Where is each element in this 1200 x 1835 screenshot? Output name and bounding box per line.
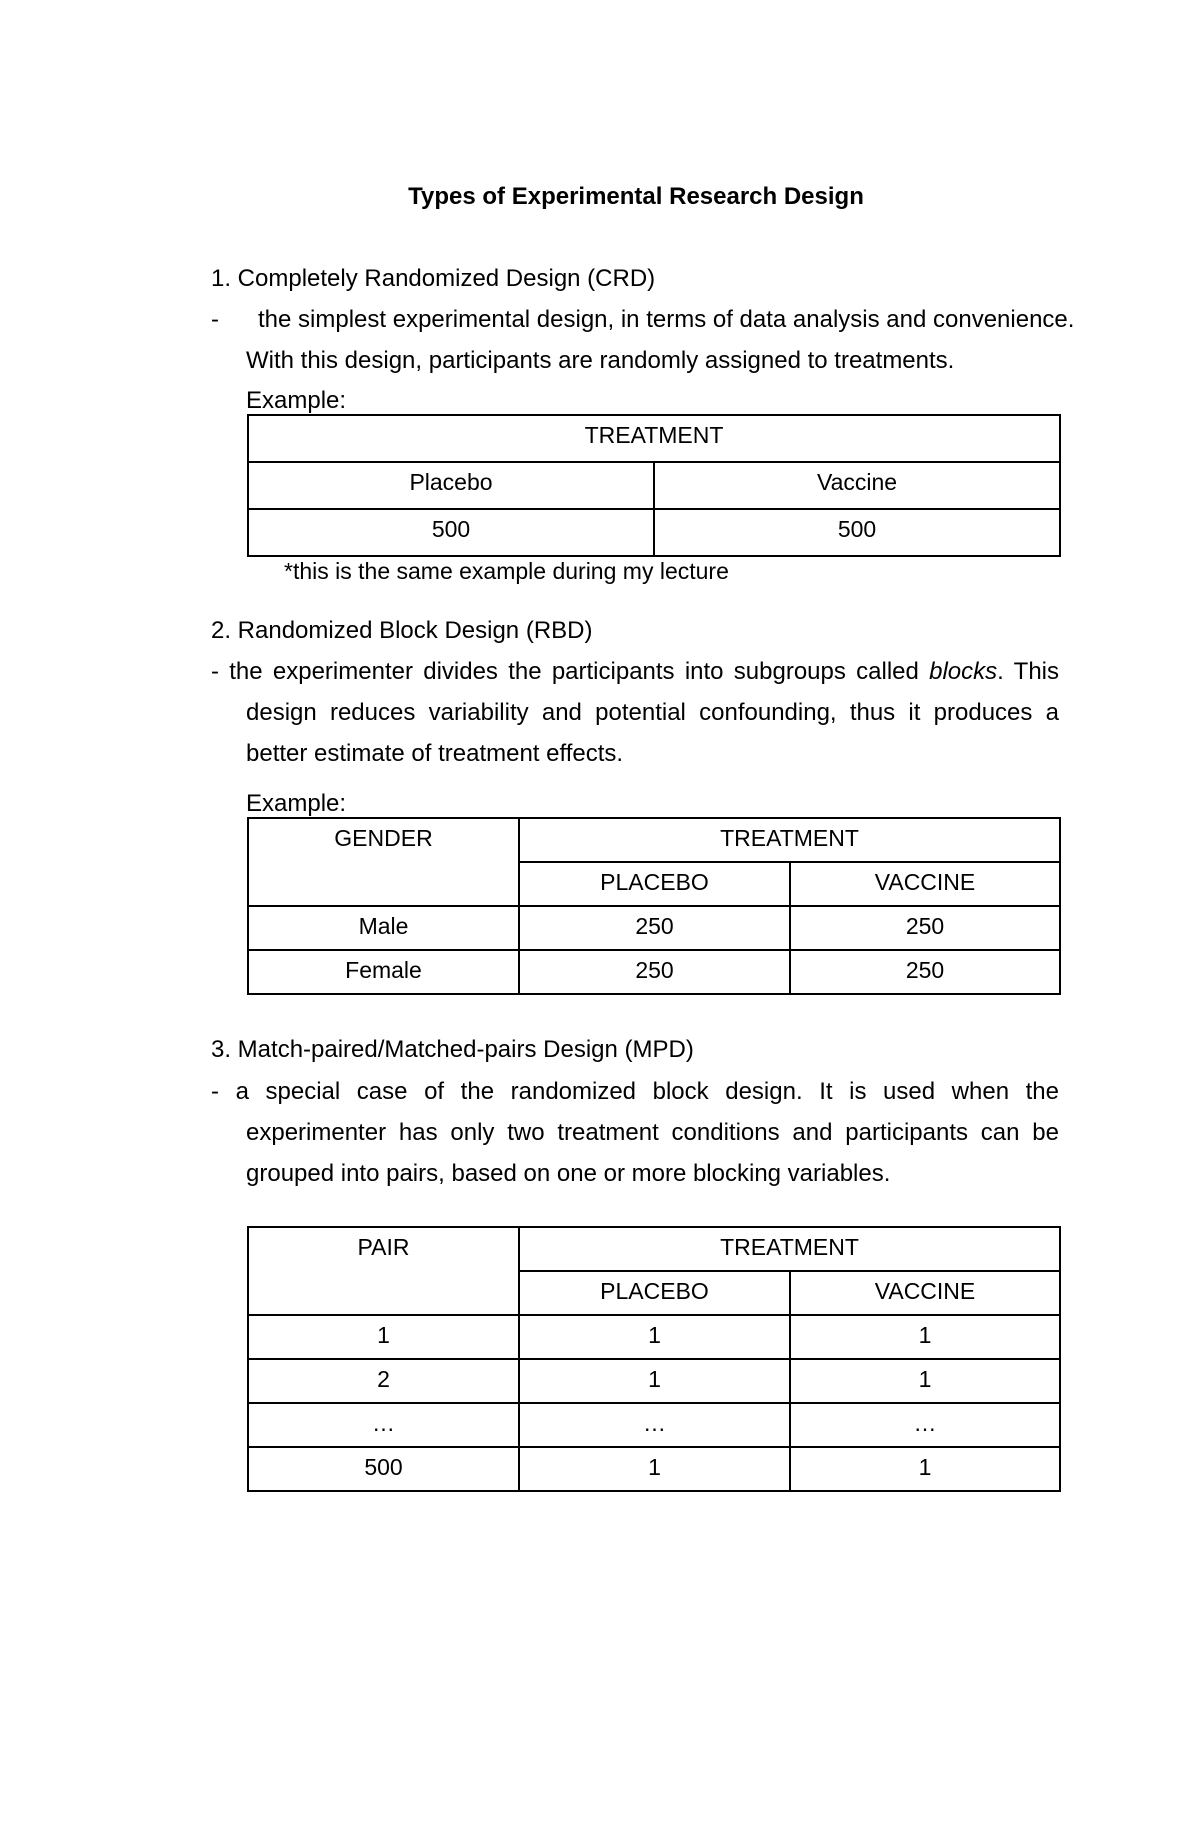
section1-line1: the simplest experimental design, in terms of data analysis and convenience. <box>258 306 1075 333</box>
table-row <box>248 1447 1060 1491</box>
table-row <box>248 906 1060 950</box>
section2-text-end: . This design reduces variability and potential confounding, thus it produces a better estimate of treatment effects. <box>246 658 1059 767</box>
rbd-cell-placebo: 250 <box>519 950 790 994</box>
rbd-cell-vaccine: 250 <box>790 906 1060 950</box>
rbd-row-label: Male <box>248 906 519 950</box>
mpd-cell-vaccine: 1 <box>790 1315 1060 1359</box>
section3-paragraph: - a special case of the randomized block design. It is used when the experimenter has only two treatment conditions and participants can be grouped into pairs, based on one or more blocking variables. <box>211 1078 1059 1187</box>
mpd-pair-header: PAIR <box>248 1227 519 1315</box>
mpd-table <box>247 1226 1061 1492</box>
crd-col-placebo: Placebo <box>248 462 654 509</box>
rbd-col-placebo: PLACEBO <box>519 862 790 906</box>
mpd-header-row <box>248 1227 1060 1271</box>
mpd-row-label: 500 <box>248 1447 519 1491</box>
crd-columns-row <box>248 462 1060 509</box>
mpd-cell-placebo: 1 <box>519 1447 790 1491</box>
rbd-cell-placebo: 250 <box>519 906 790 950</box>
section2-text-start: - the experimenter divides the participants into subgroups called <box>211 658 930 685</box>
section2-example-label: Example: <box>246 790 347 817</box>
rbd-cell-vaccine: 250 <box>790 950 1060 994</box>
rbd-col-vaccine: VACCINE <box>790 862 1060 906</box>
rbd-row-label: Female <box>248 950 519 994</box>
mpd-col-vaccine: VACCINE <box>790 1271 1060 1315</box>
rbd-header-row <box>248 818 1060 862</box>
mpd-cell-placebo: … <box>519 1403 790 1447</box>
mpd-row-label: 2 <box>248 1359 519 1403</box>
section1-example-label: Example: <box>246 387 347 414</box>
mpd-cell-placebo: 1 <box>519 1315 790 1359</box>
crd-value-vaccine: 500 <box>654 509 1060 556</box>
mpd-cell-vaccine: 1 <box>790 1359 1060 1403</box>
mpd-cell-vaccine: 1 <box>790 1447 1060 1491</box>
mpd-treatment-header: TREATMENT <box>519 1227 1060 1271</box>
page-title: Types of Experimental Research Design <box>408 183 864 210</box>
section2-paragraph <box>211 651 1059 774</box>
crd-table <box>247 414 1061 557</box>
crd-col-vaccine: Vaccine <box>654 462 1060 509</box>
rbd-treatment-header: TREATMENT <box>519 818 1060 862</box>
section3-heading: 3. Match-paired/Matched-pairs Design (MPD) <box>211 1036 694 1063</box>
table-row <box>248 1403 1060 1447</box>
crd-value-placebo: 500 <box>248 509 654 556</box>
mpd-cell-vaccine: … <box>790 1403 1060 1447</box>
crd-header-row <box>248 415 1060 462</box>
rbd-gender-header: GENDER <box>248 818 519 906</box>
section1-dash: - <box>211 306 219 333</box>
section1-line2: With this design, participants are randomly assigned to treatments. <box>246 347 955 374</box>
section2-heading: 2. Randomized Block Design (RBD) <box>211 617 593 644</box>
section1-note: *this is the same example during my lecture <box>284 558 729 584</box>
table-row <box>248 950 1060 994</box>
mpd-col-placebo: PLACEBO <box>519 1271 790 1315</box>
rbd-table <box>247 817 1061 995</box>
crd-values-row <box>248 509 1060 556</box>
mpd-row-label: … <box>248 1403 519 1447</box>
mpd-row-label: 1 <box>248 1315 519 1359</box>
section2-italic-word: blocks <box>929 658 998 685</box>
table-row <box>248 1359 1060 1403</box>
section1-heading: 1. Completely Randomized Design (CRD) <box>211 265 656 292</box>
mpd-cell-placebo: 1 <box>519 1359 790 1403</box>
crd-treatment-header: TREATMENT <box>248 415 1060 462</box>
table-row <box>248 1315 1060 1359</box>
